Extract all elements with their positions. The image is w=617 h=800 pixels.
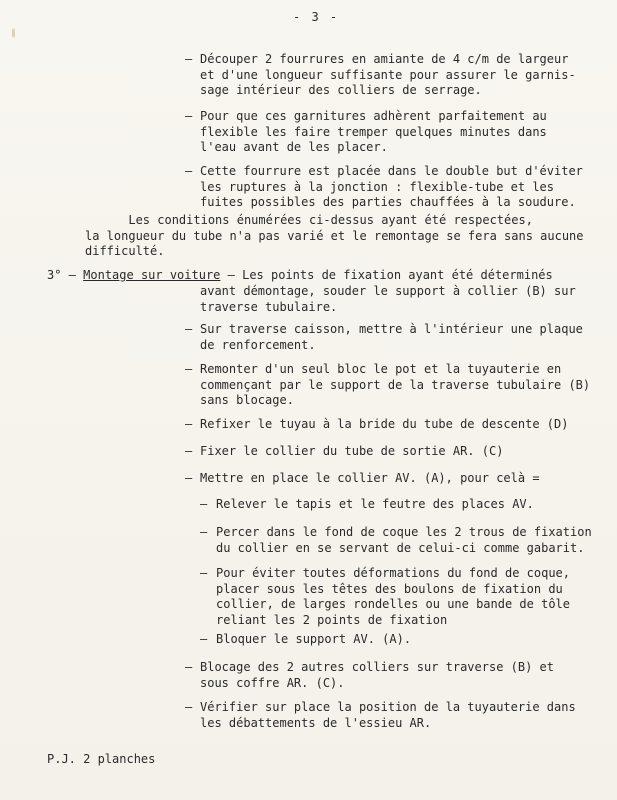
- subitem-text: Relever le tapis et le feutre des places AV.: [216, 497, 534, 511]
- bullet-dash: –: [185, 444, 193, 458]
- bullet-dash: –: [185, 417, 193, 431]
- bullet-text-3: Cette fourrure est placée dans le double but d'éviter les ruptures à la jonction : flexible-tube et les fuites possibles des parties chauffées à la soudure.: [200, 164, 583, 210]
- sub-bullet-dash: –: [200, 632, 208, 646]
- section-3-body: avant démontage, souder le support à collier (B) sur traverse tubulaire.: [200, 284, 576, 314]
- bullet-dash: –: [185, 322, 193, 336]
- bullet-dash: –: [185, 164, 193, 178]
- item-text: Blocage des 2 autres colliers sur traverse (B) et sous coffre AR. (C).: [200, 660, 555, 690]
- bullet-dash: –: [185, 362, 193, 376]
- item-text: Remonter d'un seul bloc le pot et la tuyauterie en commençant par le support de la traverse tubulaire (B) sans blocage.: [200, 362, 591, 408]
- sub-bullet-dash: –: [200, 525, 208, 539]
- subitem-text: Percer dans le fond de coque les 2 trous de fixation du collier en se servant de celui-ci comme gabarit.: [216, 525, 592, 555]
- bullet-dash: –: [185, 660, 193, 674]
- section-3-heading: 3° – Montage sur voiture – Les points de fixation ayant été déterminés: [47, 268, 553, 282]
- item-text: Refixer le tuyau à la bride du tube de descente (D): [200, 417, 569, 431]
- paper-stain: [12, 24, 15, 42]
- bullet-dash: –: [185, 471, 193, 485]
- sub-bullet-dash: –: [200, 566, 208, 580]
- item-text: Sur traverse caisson, mettre à l'intérieur une plaque de renforcement.: [200, 322, 583, 352]
- subitem-text: Pour éviter toutes déformations du fond de coque, placer sous les têtes des boulons de fixation du collier, de larges rondelles ou une bande de tôle reliant les 2 points de fixation: [216, 566, 571, 627]
- bullet-text-2: Pour que ces garnitures adhèrent parfaitement au flexible les faire tremper quelques minutes dans l'eau avant de les placer.: [200, 109, 547, 155]
- item-text: Vérifier sur place la position de la tuyauterie dans les débattements de l'essieu AR.: [200, 700, 576, 730]
- item-text: Fixer le collier du tube de sortie AR. (C): [200, 444, 504, 458]
- item-text: Mettre en place le collier AV. (A), pour celà =: [200, 471, 540, 485]
- bullet-dash: –: [185, 700, 193, 714]
- sub-bullet-dash: –: [200, 497, 208, 511]
- subitem-text: Bloquer le support AV. (A).: [216, 632, 412, 646]
- page-number: - 3 -: [293, 10, 340, 24]
- bullet-dash: –: [185, 52, 193, 66]
- attachments-note: P.J. 2 planches: [47, 752, 156, 766]
- section-number: 3° –: [47, 268, 76, 282]
- bullet-dash: –: [185, 109, 193, 123]
- summary-paragraph: Les conditions énumérées ci-dessus ayant été respectées, la longueur du tube n'a pas varié et le remontage se fera sans aucune difficulté.: [85, 213, 584, 259]
- bullet-text-1: Découper 2 fourrures en amiante de 4 c/m de largeur et d'une longueur suffisante pour assurer le garnis- sage intérieur des colliers de serrage.: [200, 52, 576, 98]
- section-title: Montage sur voiture: [83, 268, 221, 282]
